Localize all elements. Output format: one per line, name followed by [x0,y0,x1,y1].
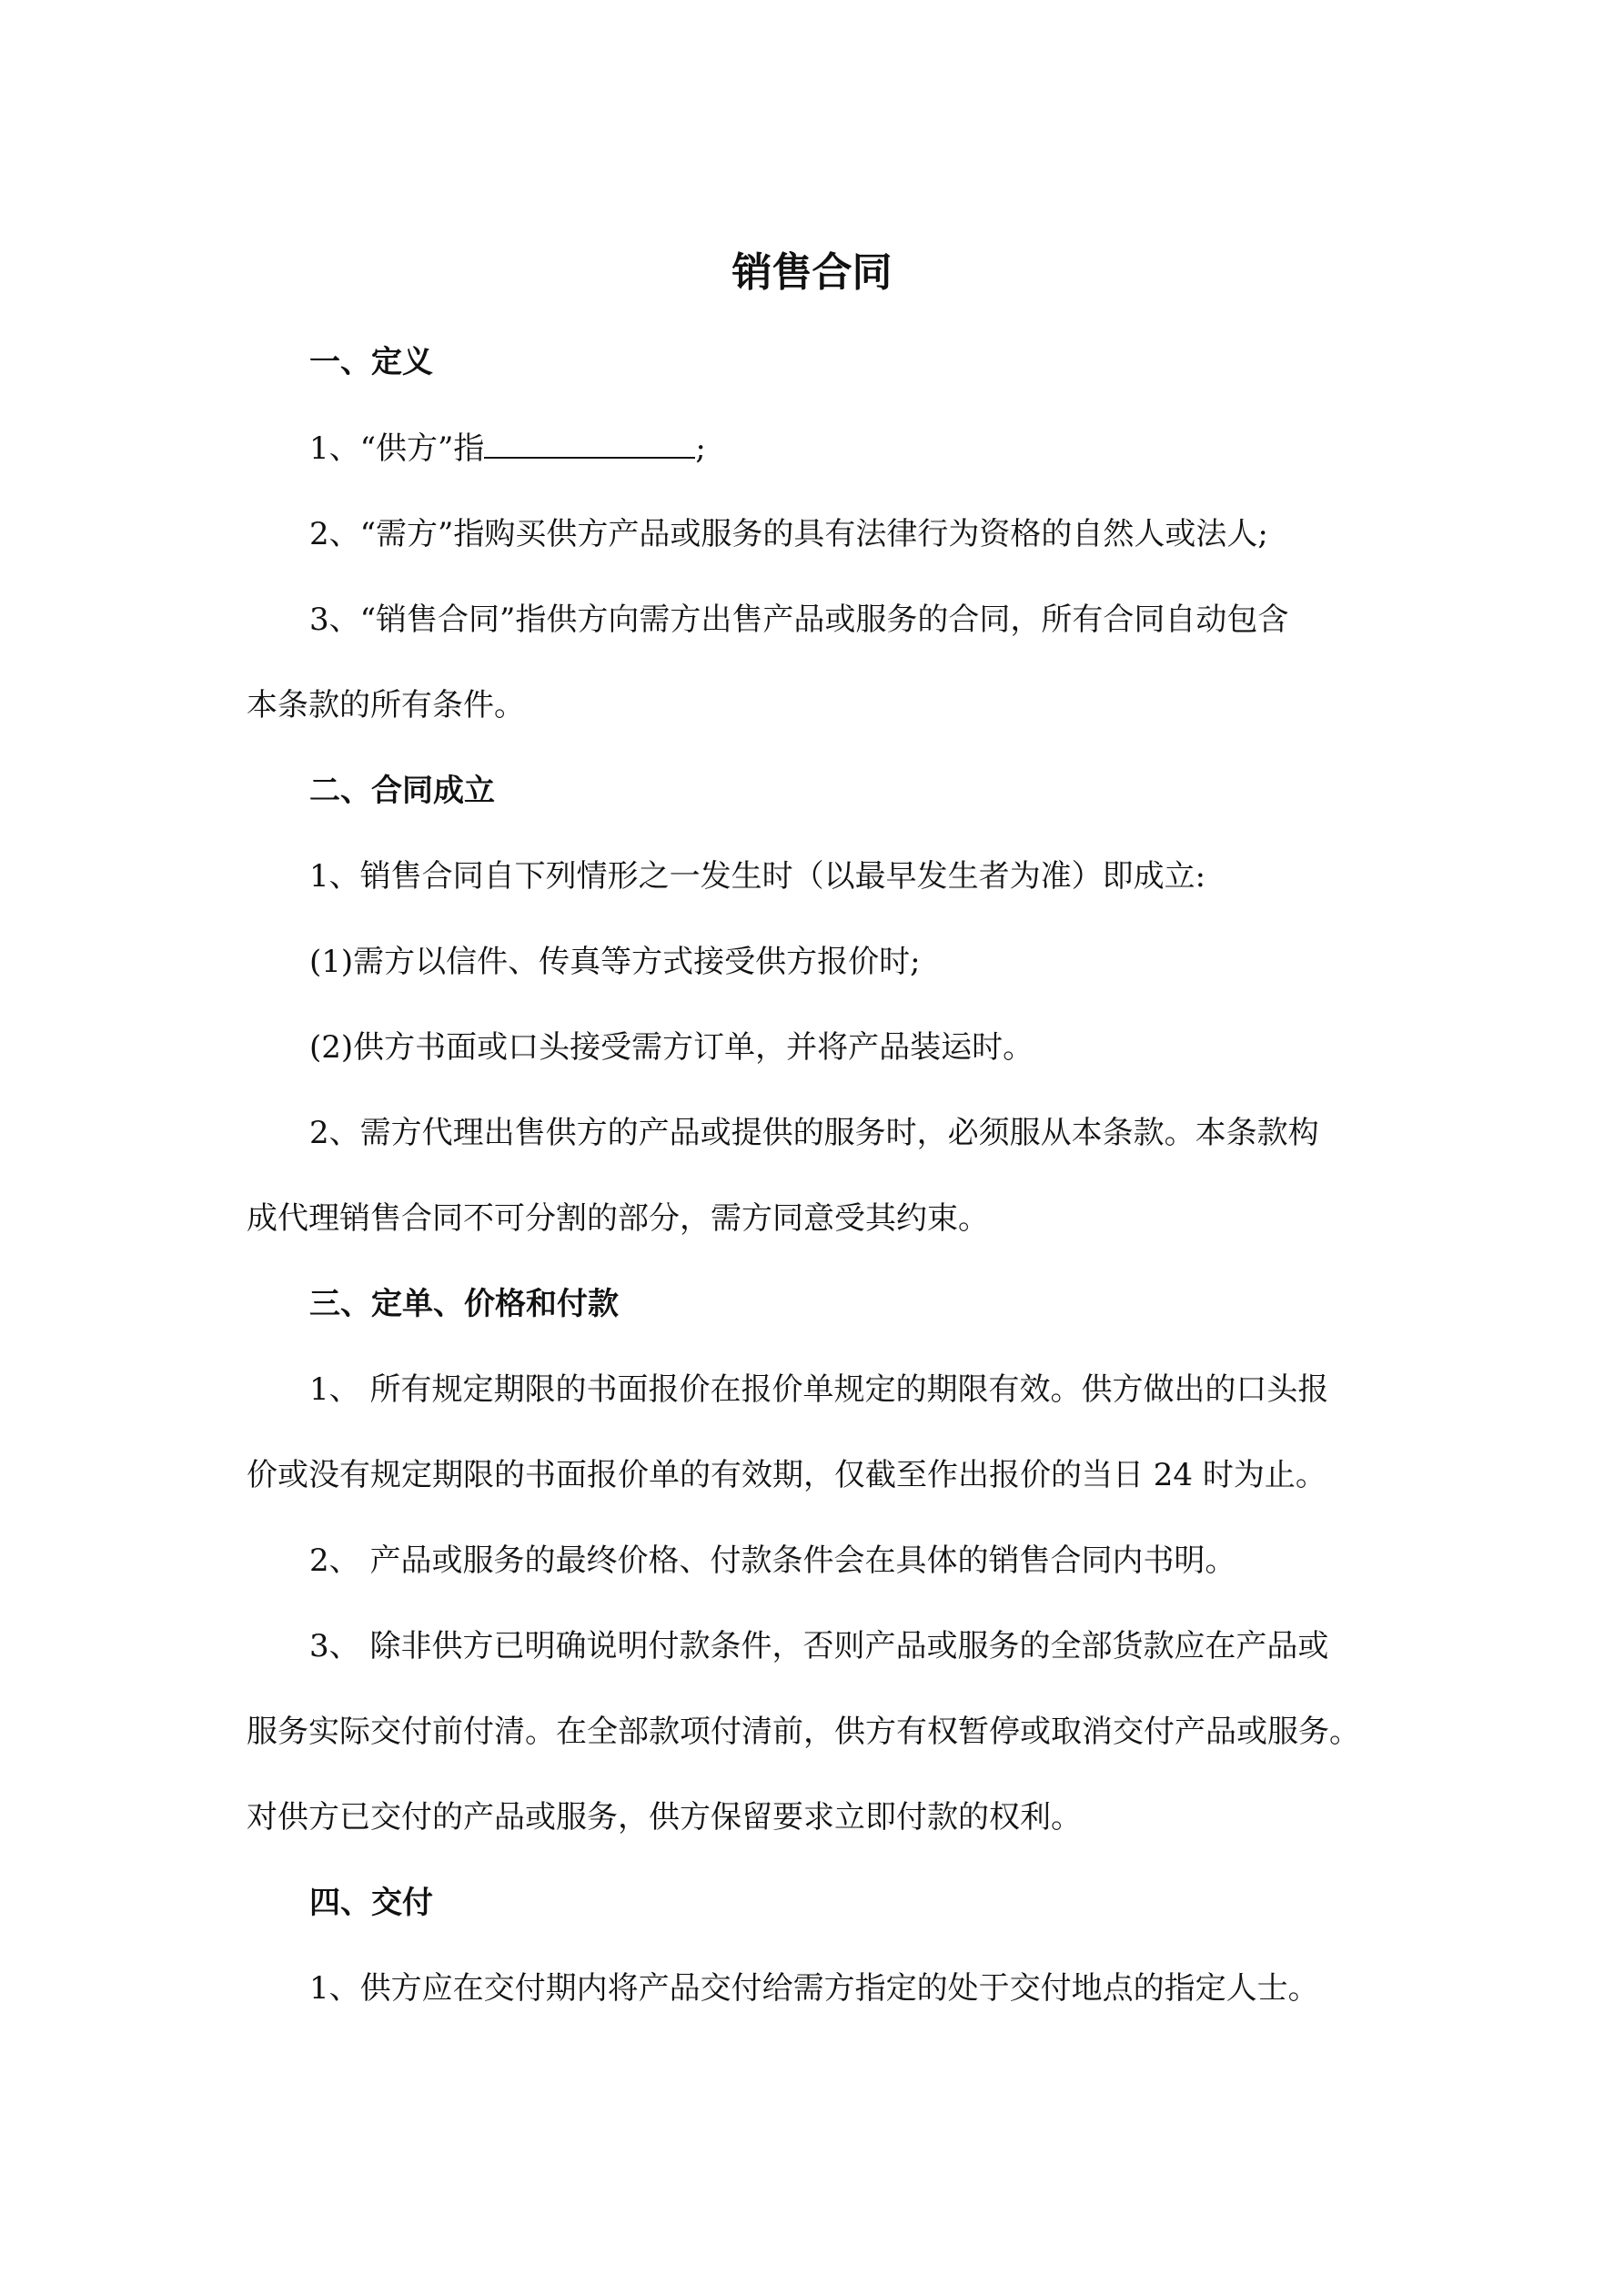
clause-text: 服务实际交付前付清。在全部款项付清前，供方有权暂停或取消交付产品或服务。 [247,1714,1360,1750]
clause-text: 本条款的所有条件。 [247,687,525,723]
section-heading-orders-prices-payment: 三、定单、价格和付款 [309,1286,619,1322]
fill-in-blank[interactable] [484,426,695,459]
clause-text: 2、 产品或服务的最终价格、付款条件会在具体的销售合同内书明。 [309,1542,1236,1579]
section-heading-contract-formation: 二、合同成立 [309,773,495,809]
clause-text: 1、供方应在交付期内将产品交付给需方指定的处于交付地点的指定人士。 [309,1970,1319,2007]
clause-text: (2)供方书面或口头接受需方订单，并将产品装运时。 [309,1029,1034,1066]
clause-text: 2、“需方”指购买供方产品或服务的具有法律行为资格的自然人或法人; [309,516,1268,552]
clause-text: 2、需方代理出售供方的产品或提供的服务时，必须服从本条款。本条款构 [309,1115,1319,1151]
clause-text: 3、 除非供方已明确说明付款条件，否则产品或服务的全部货款应在产品或 [309,1628,1329,1664]
clause-text: 1、“供方”指 [309,430,485,467]
clause-supplier-definition [309,426,706,471]
document-title: 销售合同 [731,249,893,296]
clause-text: (1)需方以信件、传真等方式接受供方报价时; [309,944,921,980]
section-heading-delivery: 四、交付 [309,1885,433,1921]
section-heading-definitions: 一、定义 [309,344,433,380]
clause-text: 对供方已交付的产品或服务，供方保留要求立即付款的权利。 [247,1799,1082,1836]
clause-text: 1、 所有规定期限的书面报价在报价单规定的期限有效。供方做出的口头报 [309,1371,1329,1408]
clause-text: 3、“销售合同”指供方向需方出售产品或服务的合同，所有合同自动包含 [309,602,1289,638]
clause-text: 1、销售合同自下列情形之一发生时（以最早发生者为准）即成立: [309,858,1206,895]
clause-text: ; [695,430,706,467]
clause-text: 价或没有规定期限的书面报价单的有效期，仅截至作出报价的当日 24 时为止。 [247,1457,1326,1493]
clause-text: 成代理销售合同不可分割的部分，需方同意受其约束。 [247,1200,989,1237]
